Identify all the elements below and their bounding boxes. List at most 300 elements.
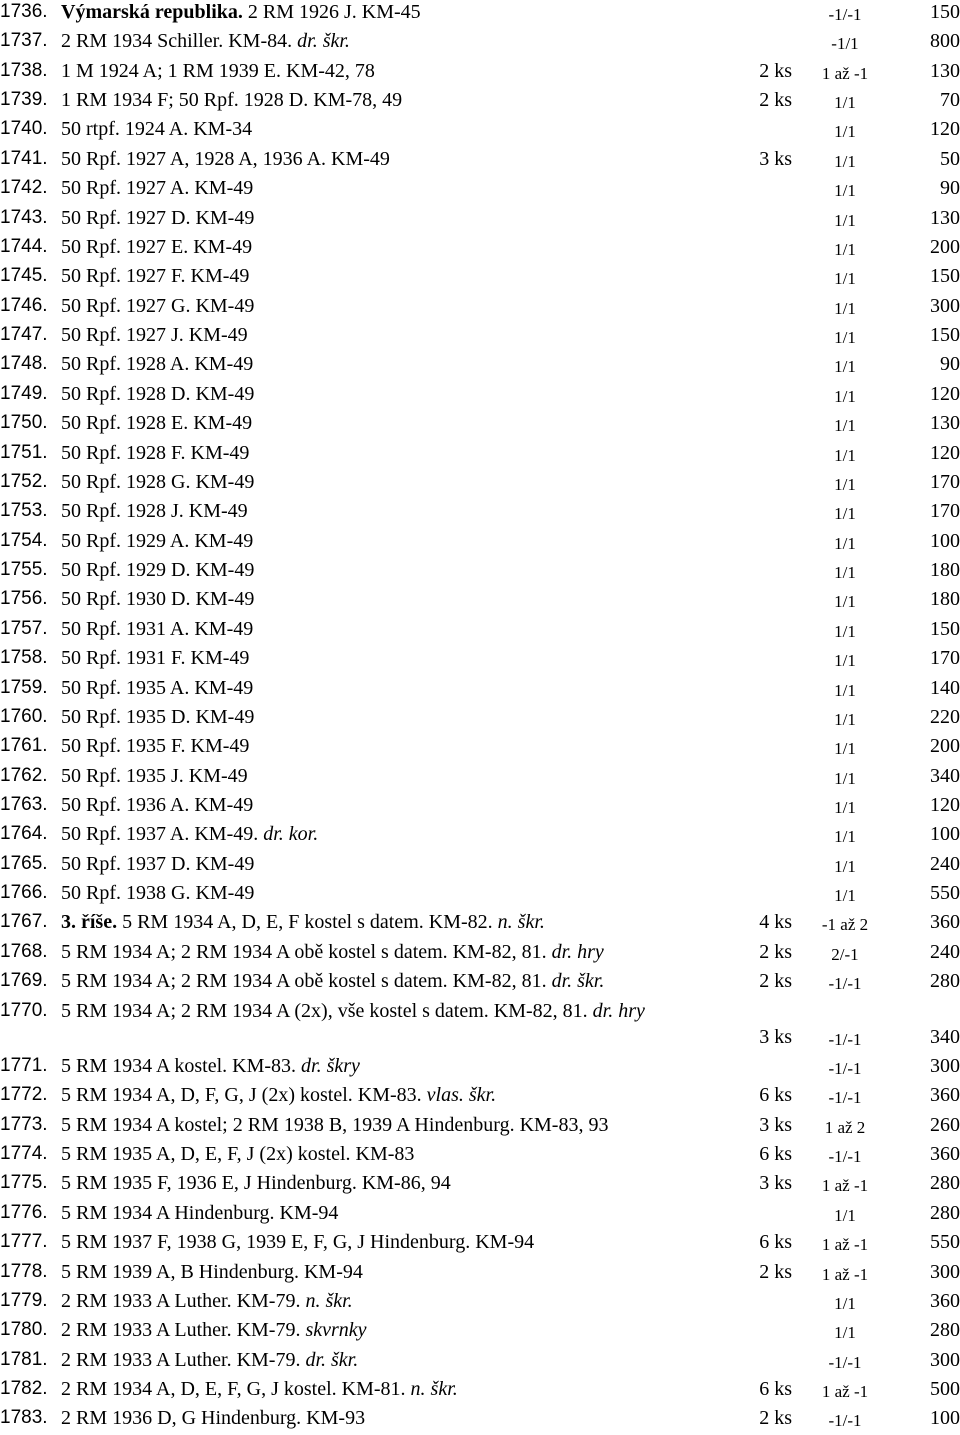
description-text: 5 RM 1934 A Hindenburg. KM-94 [61,1202,339,1224]
item-grade: 1 až -1 [821,1265,869,1284]
item-price: 50 [940,148,960,170]
description-text: 50 Rpf. 1935 D. KM-49 [61,706,255,728]
item-description [61,1113,751,1137]
item-description [61,1406,751,1430]
description-text: 50 Rpf. 1929 D. KM-49 [61,559,255,581]
catalog-row [0,1113,960,1142]
description-text: 5 RM 1937 F, 1938 G, 1939 E, F, G, J Hindenburg. KM-94 [61,1231,535,1253]
description-text: 5 RM 1934 A; 2 RM 1934 A obě kostel s datem. KM-82, 81. [61,970,552,992]
item-price: 220 [930,706,960,728]
item-price: 170 [930,647,960,669]
description-text: 2 RM 1933 A Luther. KM-79. [61,1290,306,1312]
item-grade: 1/1 [834,152,856,171]
item-grade: 1/1 [834,710,856,729]
item-number: 1760. [0,706,48,727]
item-price: 260 [930,1114,960,1136]
description-text: 50 Rpf. 1927 G. KM-49 [61,295,255,317]
item-price: 360 [930,911,960,933]
item-description [61,352,751,376]
catalog-row [0,1348,960,1377]
item-grade: 1/1 [834,798,856,817]
catalog-row [0,587,960,616]
catalog-row [0,147,960,176]
condition-note: dr. kor. [263,823,319,845]
item-description [61,734,751,758]
item-grade: -1/-1 [828,1353,862,1372]
item-grade: -1/-1 [828,1059,862,1078]
description-text: 5 RM 1939 A, B Hindenburg. KM-94 [61,1261,363,1283]
item-grade: 1/1 [834,299,856,318]
item-number: 1776. [0,1202,48,1223]
description-text: 50 Rpf. 1927 F. KM-49 [61,265,250,287]
condition-note: dr. škr. [305,1349,359,1371]
item-description [61,264,751,288]
item-number: 1742. [0,177,48,198]
item-description [61,1377,751,1401]
item-number: 1756. [0,588,48,609]
item-price: 130 [930,412,960,434]
item-price: 90 [940,177,960,199]
item-price: 150 [930,265,960,287]
item-quantity: 6 ks [759,1378,792,1400]
item-description [61,59,751,83]
item-description [61,852,751,876]
description-text: 50 Rpf. 1927 D. KM-49 [61,207,255,229]
item-grade: 1/1 [834,1294,856,1313]
item-description [61,1348,751,1372]
item-number: 1779. [0,1290,48,1311]
catalog-row [0,352,960,381]
item-grade: 1/1 [834,769,856,788]
item-grade: 1/1 [834,534,856,553]
condition-note: dr. hry [551,941,604,963]
item-grade: 1/1 [834,240,856,259]
item-grade: 1/1 [834,357,856,376]
catalog-row [0,999,960,1049]
item-price: 340 [930,765,960,787]
catalog-row [0,852,960,881]
condition-note: dr. škr. [551,970,605,992]
item-number: 1770. [0,1000,48,1021]
description-text: 5 RM 1935 F, 1936 E, J Hindenburg. KM-86, 94 [61,1172,451,1194]
item-number: 1767. [0,911,48,932]
description-text: 50 Rpf. 1927 J. KM-49 [61,324,248,346]
description-text: 5 RM 1934 A; 2 RM 1934 A (2x), vše kostel s datem. KM-82, 81. [61,1000,593,1022]
catalog-row [0,1142,960,1171]
item-grade: 1/1 [834,827,856,846]
item-number: 1766. [0,882,48,903]
description-text: 50 Rpf. 1928 F. KM-49 [61,442,250,464]
description-text: 2 RM 1934 A, D, E, F, G, J kostel. KM-81. [61,1378,411,1400]
description-text: 50 Rpf. 1928 A. KM-49 [61,353,254,375]
item-number: 1777. [0,1231,48,1252]
item-description [61,558,751,582]
item-description [61,88,751,112]
description-text: 5 RM 1934 A kostel; 2 RM 1938 B, 1939 A Hindenburg. KM-83, 93 [61,1114,609,1136]
item-description [61,29,751,53]
item-quantity: 3 ks [759,1172,792,1194]
description-text: 5 RM 1934 A kostel. KM-83. [61,1055,302,1077]
item-price: 100 [930,823,960,845]
item-number: 1737. [0,30,48,51]
item-price: 130 [930,60,960,82]
item-price: 280 [930,1202,960,1224]
description-text: 50 rtpf. 1924 A. KM-34 [61,118,253,140]
item-description [61,1142,751,1166]
item-quantity: 2 ks [759,941,792,963]
item-number: 1782. [0,1378,48,1399]
item-number: 1758. [0,647,48,668]
item-grade: 1/1 [834,504,856,523]
item-number: 1781. [0,1349,48,1370]
item-price: 180 [930,559,960,581]
item-grade: 1/1 [834,211,856,230]
item-description [61,382,751,406]
item-price: 170 [930,471,960,493]
item-grade: 1 až -1 [821,1235,869,1254]
item-number: 1739. [0,89,48,110]
item-grade: 1/1 [834,1323,856,1342]
catalog-row [0,411,960,440]
catalog-row [0,441,960,470]
item-number: 1748. [0,353,48,374]
item-grade: 1/1 [834,181,856,200]
item-description [61,1201,751,1225]
item-price: 300 [930,295,960,317]
description-text: 50 Rpf. 1931 A. KM-49 [61,618,254,640]
item-grade: -1/-1 [828,1088,862,1107]
catalog-row [0,29,960,58]
item-description [61,881,751,905]
item-price: 120 [930,383,960,405]
catalog-row [0,1289,960,1318]
item-description [61,441,751,465]
item-quantity: 2 ks [759,1407,792,1429]
item-number: 1755. [0,559,48,580]
description-text: 50 Rpf. 1937 A. KM-49. [61,823,264,845]
item-quantity: 2 ks [759,89,792,111]
item-grade: 2/-1 [831,945,859,964]
item-price: 70 [940,89,960,111]
item-number: 1774. [0,1143,48,1164]
item-grade: 1/1 [834,886,856,905]
description-text: 50 Rpf. 1931 F. KM-49 [61,647,250,669]
item-quantity: 3 ks [759,1026,792,1048]
item-number: 1754. [0,530,48,551]
catalog-row [0,1171,960,1200]
item-grade: 1/1 [834,416,856,435]
catalog-row [0,910,960,939]
item-grade: 1/1 [834,681,856,700]
item-description [61,147,751,171]
item-quantity: 6 ks [759,1231,792,1253]
item-price: 550 [930,1231,960,1253]
item-description [61,1054,751,1078]
item-price: 360 [930,1084,960,1106]
item-description [61,1171,751,1195]
description-text: 5 RM 1934 A; 2 RM 1934 A obě kostel s datem. KM-82, 81. [61,941,552,963]
description-text: 2 RM 1936 D, G Hindenburg. KM-93 [61,1407,366,1429]
item-number: 1780. [0,1319,48,1340]
item-number: 1763. [0,794,48,815]
description-text: 50 Rpf. 1929 A. KM-49 [61,530,254,552]
section-heading: 3. říše. [61,911,118,933]
item-number: 1759. [0,677,48,698]
description-text: 50 Rpf. 1935 A. KM-49 [61,677,254,699]
item-description [61,117,751,141]
item-quantity: 3 ks [759,1114,792,1136]
item-description [61,822,751,846]
item-number: 1771. [0,1055,48,1076]
catalog-row [0,176,960,205]
description-text: 50 Rpf. 1935 J. KM-49 [61,765,248,787]
item-grade: -1/1 [831,34,859,53]
item-price: 300 [930,1349,960,1371]
item-grade: -1/-1 [828,1411,862,1430]
item-price: 120 [930,118,960,140]
item-price: 130 [930,207,960,229]
catalog-row [0,822,960,851]
catalog-row [0,499,960,528]
catalog-row [0,940,960,969]
item-grade: 1/1 [834,622,856,641]
item-number: 1740. [0,118,48,139]
item-quantity: 2 ks [759,1261,792,1283]
item-number: 1768. [0,941,48,962]
condition-note: dr. hry [592,1000,645,1022]
item-quantity: 4 ks [759,911,792,933]
item-number: 1769. [0,970,48,991]
description-text: 1 RM 1934 F; 50 Rpf. 1928 D. KM-78, 49 [61,89,403,111]
item-price: 120 [930,794,960,816]
item-description [61,910,751,934]
item-grade: -1/-1 [828,1030,862,1049]
item-price: 100 [930,1407,960,1429]
item-number: 1775. [0,1172,48,1193]
item-description [61,529,751,553]
description-text: 2 RM 1926 J. KM-45 [242,1,421,23]
item-grade: -1 až 2 [821,915,869,934]
catalog-row [0,1318,960,1347]
catalog-row [0,59,960,88]
catalog-row [0,264,960,293]
catalog-row [0,734,960,763]
item-grade: 1/1 [834,592,856,611]
item-grade: 1/1 [834,122,856,141]
catalog-row [0,294,960,323]
item-description [61,997,751,1026]
item-description [61,235,751,259]
item-grade: 1/1 [834,328,856,347]
item-price: 150 [930,618,960,640]
item-quantity: 3 ks [759,148,792,170]
item-description [61,1318,751,1342]
description-text: 50 Rpf. 1928 J. KM-49 [61,500,248,522]
catalog-row [0,617,960,646]
description-text: 50 Rpf. 1937 D. KM-49 [61,853,255,875]
item-price: 150 [930,324,960,346]
condition-note: dr. škry [301,1055,360,1077]
catalog-row [0,1230,960,1259]
item-price: 280 [930,1172,960,1194]
item-description [61,764,751,788]
description-text: 2 RM 1934 Schiller. KM-84. [61,30,298,52]
description-text: 2 RM 1933 A Luther. KM-79. [61,1319,306,1341]
item-description [61,969,751,993]
item-number: 1762. [0,765,48,786]
condition-note: dr. škr. [297,30,350,52]
catalog-row [0,793,960,822]
description-text: 1 M 1924 A; 1 RM 1939 E. KM-42, 78 [61,60,375,82]
condition-note: n. škr. [305,1290,353,1312]
description-text: 50 Rpf. 1928 E. KM-49 [61,412,253,434]
condition-note: n. škr. [497,911,545,933]
description-text: 50 Rpf. 1927 A. KM-49 [61,177,254,199]
item-number: 1747. [0,324,48,345]
catalog-row [0,88,960,117]
item-grade: 1 až -1 [821,64,869,83]
item-price: 360 [930,1290,960,1312]
description-text: 50 Rpf. 1927 A, 1928 A, 1936 A. KM-49 [61,148,390,170]
catalog-row [0,235,960,264]
item-number: 1738. [0,60,48,81]
catalog-row [0,881,960,910]
item-grade: 1/1 [834,387,856,406]
item-grade: 1 až -1 [821,1176,869,1195]
item-price: 340 [930,1026,960,1048]
description-text: 50 Rpf. 1928 G. KM-49 [61,471,255,493]
item-grade: -1/-1 [828,5,862,24]
item-price: 100 [930,530,960,552]
item-price: 300 [930,1055,960,1077]
description-text: 5 RM 1935 A, D, E, F, J (2x) kostel. KM-83 [61,1143,415,1165]
item-description [61,411,751,435]
item-price: 150 [930,1,960,23]
item-number: 1743. [0,207,48,228]
description-text: 50 Rpf. 1927 E. KM-49 [61,236,253,258]
item-number: 1752. [0,471,48,492]
catalog-row [0,676,960,705]
item-number: 1746. [0,295,48,316]
item-description [61,206,751,230]
item-number: 1773. [0,1114,48,1135]
item-number: 1753. [0,500,48,521]
item-grade: -1/-1 [828,974,862,993]
item-number: 1761. [0,735,48,756]
item-quantity: 2 ks [759,970,792,992]
description-text: 2 RM 1933 A Luther. KM-79. [61,1349,306,1371]
item-number: 1741. [0,148,48,169]
item-grade: 1/1 [834,93,856,112]
item-description [61,1289,751,1313]
item-number: 1783. [0,1407,48,1428]
item-price: 800 [930,30,960,52]
item-price: 180 [930,588,960,610]
catalog-row [0,529,960,558]
item-grade: 1/1 [834,269,856,288]
item-description [61,793,751,817]
item-description [61,0,751,24]
item-quantity: 6 ks [759,1143,792,1165]
item-number: 1765. [0,853,48,874]
item-description [61,705,751,729]
catalog-row [0,969,960,998]
item-number: 1745. [0,265,48,286]
catalog-row [0,1201,960,1230]
catalog-row [0,705,960,734]
item-price: 90 [940,353,960,375]
description-text: 5 RM 1934 A, D, F, G, J (2x) kostel. KM-83. [61,1084,427,1106]
item-price: 280 [930,1319,960,1341]
item-description [61,323,751,347]
item-grade: 1/1 [834,446,856,465]
item-number: 1749. [0,383,48,404]
catalog-row [0,470,960,499]
item-description [61,646,751,670]
catalog-row [0,382,960,411]
item-description [61,294,751,318]
item-price: 140 [930,677,960,699]
catalog-row [0,323,960,352]
item-price: 240 [930,941,960,963]
item-quantity: 6 ks [759,1084,792,1106]
item-description [61,470,751,494]
item-grade: 1 až 2 [824,1118,866,1137]
item-grade: 1/1 [834,857,856,876]
item-number: 1744. [0,236,48,257]
item-description [61,940,751,964]
item-price: 200 [930,735,960,757]
description-text: 50 Rpf. 1938 G. KM-49 [61,882,255,904]
item-grade: 1/1 [834,739,856,758]
item-price: 550 [930,882,960,904]
item-price: 200 [930,236,960,258]
catalog-row [0,117,960,146]
item-number: 1736. [0,1,48,22]
item-grade: 1 až -1 [821,1382,869,1401]
item-description [61,676,751,700]
item-number: 1751. [0,442,48,463]
description-text: 5 RM 1934 A, D, E, F kostel s datem. KM-82. [117,911,498,933]
item-description [61,1083,751,1107]
description-text: 50 Rpf. 1928 D. KM-49 [61,383,255,405]
item-price: 120 [930,442,960,464]
item-number: 1778. [0,1261,48,1282]
catalog-row [0,764,960,793]
item-description [61,176,751,200]
item-number: 1764. [0,823,48,844]
item-quantity: 2 ks [759,60,792,82]
item-description [61,1260,751,1284]
item-number: 1750. [0,412,48,433]
catalog-row [0,646,960,675]
condition-note: skvrnky [305,1319,367,1341]
item-description [61,587,751,611]
item-price: 280 [930,970,960,992]
condition-note: vlas. škr. [426,1084,497,1106]
item-number: 1757. [0,618,48,639]
item-grade: 1/1 [834,651,856,670]
item-price: 170 [930,500,960,522]
item-price: 240 [930,853,960,875]
catalog-row [0,1260,960,1289]
item-grade: 1/1 [834,475,856,494]
catalog-row [0,1083,960,1112]
description-text: 50 Rpf. 1935 F. KM-49 [61,735,250,757]
item-grade: -1/-1 [828,1147,862,1166]
description-text: 50 Rpf. 1930 D. KM-49 [61,588,255,610]
item-grade: 1/1 [834,563,856,582]
